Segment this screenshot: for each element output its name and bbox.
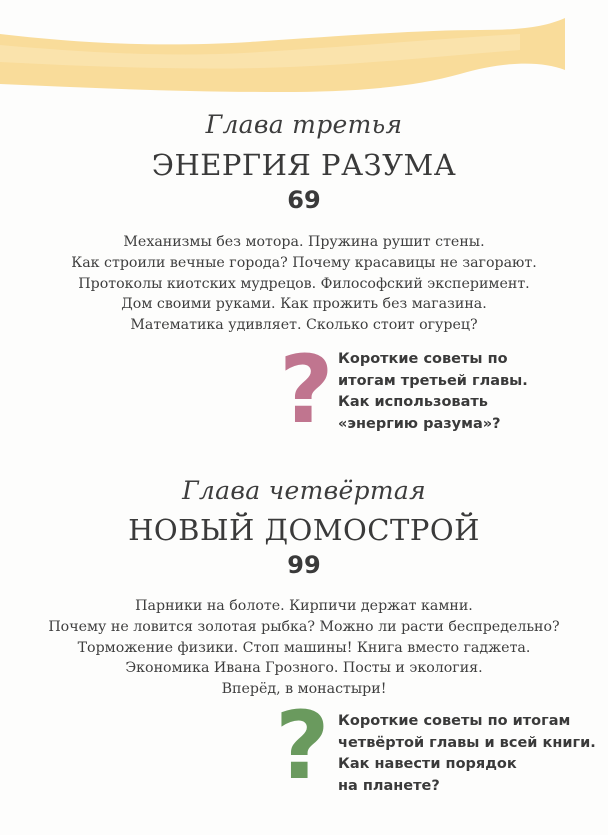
advice-line: Как использовать <box>338 394 488 411</box>
advice-line: Короткие советы по <box>338 351 508 367</box>
summary-line: Почему не ловится золотая рыбка? Можно ли расти беспредельно? <box>48 618 560 635</box>
advice-line: на планете? <box>338 777 440 794</box>
advice-line: Как навести порядок <box>338 756 517 773</box>
chapter-4-page-number: 99 <box>287 551 321 579</box>
summary-line: Как строили вечные города? Почему красавицы не загорают. <box>71 254 537 271</box>
summary-line: Торможение физики. Стоп машины! Книга вместо гаджета. <box>77 639 531 656</box>
advice-line: итогам третьей главы. <box>338 372 528 389</box>
summary-line: Вперёд, в монастыри! <box>221 681 387 698</box>
advice-line: Короткие советы по итогам <box>338 713 571 729</box>
chapter-3-summary <box>0 232 608 336</box>
chapter-3-advice <box>338 349 528 435</box>
chapter-3-name: ЭНЕРГИЯ РАЗУМА <box>151 148 457 182</box>
chapter-4-name: НОВЫЙ ДОМОСТРОЙ <box>128 513 480 547</box>
question-mark-icon: ? <box>275 692 330 801</box>
summary-line: Протоколы киотских мудрецов. Философский эксперимент. <box>78 275 530 292</box>
chapter-4-title: Глава четвёртая <box>182 476 426 505</box>
chapter-3-page-number: 69 <box>287 186 321 214</box>
summary-line: Парники на болоте. Кирпичи держат камни. <box>135 598 473 614</box>
summary-line: Математика удивляет. Сколько стоит огурец? <box>130 317 478 334</box>
chapter-4-summary <box>0 596 608 700</box>
summary-line: Дом своими руками. Как прожить без магазина. <box>121 296 487 313</box>
summary-line: Механизмы без мотора. Пружина рушит стены. <box>123 234 485 250</box>
summary-line: Экономика Ивана Грозного. Посты и экология. <box>125 660 483 677</box>
advice-line: четвёртой главы и всей книги. <box>338 734 596 751</box>
chapter-3-title: Глава третья <box>205 110 403 139</box>
chapter-4-advice <box>338 711 596 797</box>
question-mark-icon: ? <box>279 336 334 445</box>
advice-line: «энергию разума»? <box>338 415 501 432</box>
decorative-banner <box>0 0 608 110</box>
